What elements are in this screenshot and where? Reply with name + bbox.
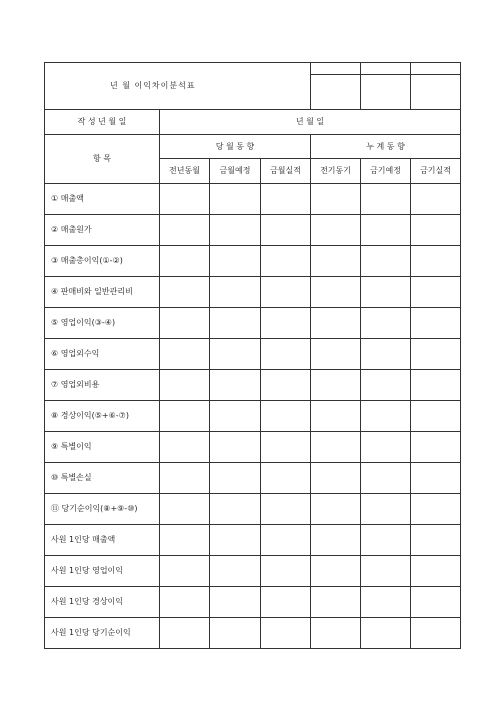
data-cell[interactable]: [361, 494, 411, 525]
cumulative-group-header: 누 계 동 향: [311, 135, 461, 159]
data-cell[interactable]: [210, 618, 261, 649]
data-cell[interactable]: [311, 525, 361, 556]
approval-header-box-1[interactable]: [311, 63, 361, 75]
row-label: 사원 1인당 매출액: [45, 525, 160, 556]
data-cell[interactable]: [160, 618, 210, 649]
data-cell[interactable]: [311, 556, 361, 587]
approval-header-box-2[interactable]: [361, 63, 411, 75]
data-cell[interactable]: [210, 432, 261, 463]
row-label: ⑤ 영업이익(③-④): [45, 308, 160, 339]
data-cell[interactable]: [261, 556, 311, 587]
data-cell[interactable]: [311, 401, 361, 432]
data-cell[interactable]: [261, 525, 311, 556]
table-row: [45, 339, 461, 370]
data-cell[interactable]: [160, 432, 210, 463]
data-cell[interactable]: [411, 587, 461, 618]
data-cell[interactable]: [210, 587, 261, 618]
table-row: [45, 370, 461, 401]
column-header: 금기예정: [361, 159, 411, 184]
row-label: ⑥ 영업외수익: [45, 339, 160, 370]
data-cell[interactable]: [160, 277, 210, 308]
data-cell[interactable]: [411, 215, 461, 246]
data-cell[interactable]: [210, 556, 261, 587]
data-cell[interactable]: [210, 308, 261, 339]
row-label: ③ 매출총이익(①-②): [45, 246, 160, 277]
approval-header-box-3[interactable]: [411, 63, 461, 75]
table-row: [45, 525, 461, 556]
data-cell[interactable]: [210, 401, 261, 432]
data-cell[interactable]: [411, 618, 461, 649]
data-cell[interactable]: [261, 463, 311, 494]
column-header: 전년동월: [160, 159, 210, 184]
row-label: ④ 판매비와 일반관리비: [45, 277, 160, 308]
approval-sign-box-3[interactable]: [411, 75, 461, 110]
data-cell[interactable]: [160, 525, 210, 556]
data-cell[interactable]: [210, 277, 261, 308]
data-cell[interactable]: [160, 184, 210, 215]
data-cell[interactable]: [411, 463, 461, 494]
data-cell[interactable]: [411, 525, 461, 556]
data-cell[interactable]: [411, 494, 461, 525]
column-header: 금월예정: [210, 159, 261, 184]
data-cell[interactable]: [411, 370, 461, 401]
data-cell[interactable]: [261, 277, 311, 308]
data-cell[interactable]: [210, 370, 261, 401]
form-title: 년 월 이익차이분석표: [45, 63, 261, 110]
table-row: [45, 432, 461, 463]
column-header: 금기실적: [411, 159, 461, 184]
data-cell[interactable]: [261, 587, 311, 618]
row-label: 사원 1인당 당기순이익: [45, 618, 160, 649]
data-cell[interactable]: [311, 463, 361, 494]
data-cell[interactable]: [210, 463, 261, 494]
profit-variance-analysis-table: [44, 62, 461, 649]
data-cell[interactable]: [160, 215, 210, 246]
data-cell[interactable]: [160, 401, 210, 432]
item-header: 항 목: [45, 135, 160, 184]
data-cell[interactable]: [160, 463, 210, 494]
data-cell[interactable]: [261, 370, 311, 401]
data-cell[interactable]: [210, 184, 261, 215]
data-cell[interactable]: [311, 308, 361, 339]
data-cell[interactable]: [160, 339, 210, 370]
data-cell[interactable]: [160, 308, 210, 339]
data-cell[interactable]: [311, 215, 361, 246]
data-cell[interactable]: [160, 556, 210, 587]
table-row: [45, 246, 461, 277]
table-row: [45, 308, 461, 339]
table-row: [45, 463, 461, 494]
row-label: ② 매출원가: [45, 215, 160, 246]
data-cell[interactable]: [361, 432, 411, 463]
table-row: [45, 587, 461, 618]
data-cell[interactable]: [361, 556, 411, 587]
current-month-group-header: 당 월 동 향: [160, 135, 311, 159]
date-label: 작 성 년 월 일: [45, 110, 160, 135]
data-cell[interactable]: [311, 432, 361, 463]
data-cell[interactable]: [411, 277, 461, 308]
data-cell[interactable]: [361, 184, 411, 215]
row-label: 사원 1인당 영업이익: [45, 556, 160, 587]
data-cell[interactable]: [311, 246, 361, 277]
data-cell[interactable]: [361, 618, 411, 649]
data-cell[interactable]: [361, 339, 411, 370]
table-row: [45, 556, 461, 587]
data-cell[interactable]: [210, 215, 261, 246]
table-row: [45, 215, 461, 246]
approval-spacer: [261, 63, 311, 110]
data-cell[interactable]: [160, 587, 210, 618]
data-cell[interactable]: [261, 184, 311, 215]
data-cell[interactable]: [361, 246, 411, 277]
data-cell[interactable]: [311, 618, 361, 649]
data-cell[interactable]: [311, 339, 361, 370]
row-label: ⑪ 당기순이익(⑧+⑨-⑩): [45, 494, 160, 525]
data-cell[interactable]: [311, 494, 361, 525]
data-cell[interactable]: [210, 246, 261, 277]
row-label: 사원 1인당 경상이익: [45, 587, 160, 618]
data-cell[interactable]: [261, 308, 311, 339]
data-cell[interactable]: [361, 463, 411, 494]
data-cell[interactable]: [311, 370, 361, 401]
data-cell[interactable]: [160, 246, 210, 277]
data-cell[interactable]: [411, 184, 461, 215]
row-label: ① 매출액: [45, 184, 160, 215]
data-cell[interactable]: [160, 370, 210, 401]
data-cell[interactable]: [411, 308, 461, 339]
data-cell[interactable]: [361, 587, 411, 618]
data-cell[interactable]: [261, 215, 311, 246]
data-cell[interactable]: [361, 215, 411, 246]
date-value-field[interactable]: 년 월 일: [160, 110, 461, 135]
data-cell[interactable]: [361, 370, 411, 401]
data-cell[interactable]: [210, 525, 261, 556]
data-cell[interactable]: [311, 587, 361, 618]
row-label: ⑨ 특별이익: [45, 432, 160, 463]
table-row: [45, 618, 461, 649]
data-cell[interactable]: [261, 401, 311, 432]
data-cell[interactable]: [411, 246, 461, 277]
data-cell[interactable]: [261, 432, 311, 463]
data-cell[interactable]: [210, 494, 261, 525]
table-row: [45, 494, 461, 525]
row-label: ⑧ 경상이익(⑤+⑥-⑦): [45, 401, 160, 432]
data-cell[interactable]: [361, 525, 411, 556]
table-row: [45, 401, 461, 432]
data-cell[interactable]: [311, 277, 361, 308]
data-cell[interactable]: [411, 432, 461, 463]
table-row: [45, 184, 461, 215]
table-row: [45, 277, 461, 308]
column-header: 금월실적: [261, 159, 311, 184]
data-cell[interactable]: [160, 494, 210, 525]
data-cell[interactable]: [261, 494, 311, 525]
data-cell[interactable]: [361, 277, 411, 308]
data-cell[interactable]: [411, 339, 461, 370]
row-label: ⑩ 특별손실: [45, 463, 160, 494]
data-cell[interactable]: [261, 618, 311, 649]
approval-sign-box-1[interactable]: [311, 75, 361, 110]
data-cell[interactable]: [411, 556, 461, 587]
data-cell[interactable]: [210, 339, 261, 370]
data-cell[interactable]: [361, 401, 411, 432]
data-cell[interactable]: [361, 308, 411, 339]
row-label: ⑦ 영업외비용: [45, 370, 160, 401]
data-cell[interactable]: [411, 401, 461, 432]
data-cell[interactable]: [261, 246, 311, 277]
approval-sign-box-2[interactable]: [361, 75, 411, 110]
data-cell[interactable]: [311, 184, 361, 215]
data-cell[interactable]: [261, 339, 311, 370]
column-header: 전기동기: [311, 159, 361, 184]
